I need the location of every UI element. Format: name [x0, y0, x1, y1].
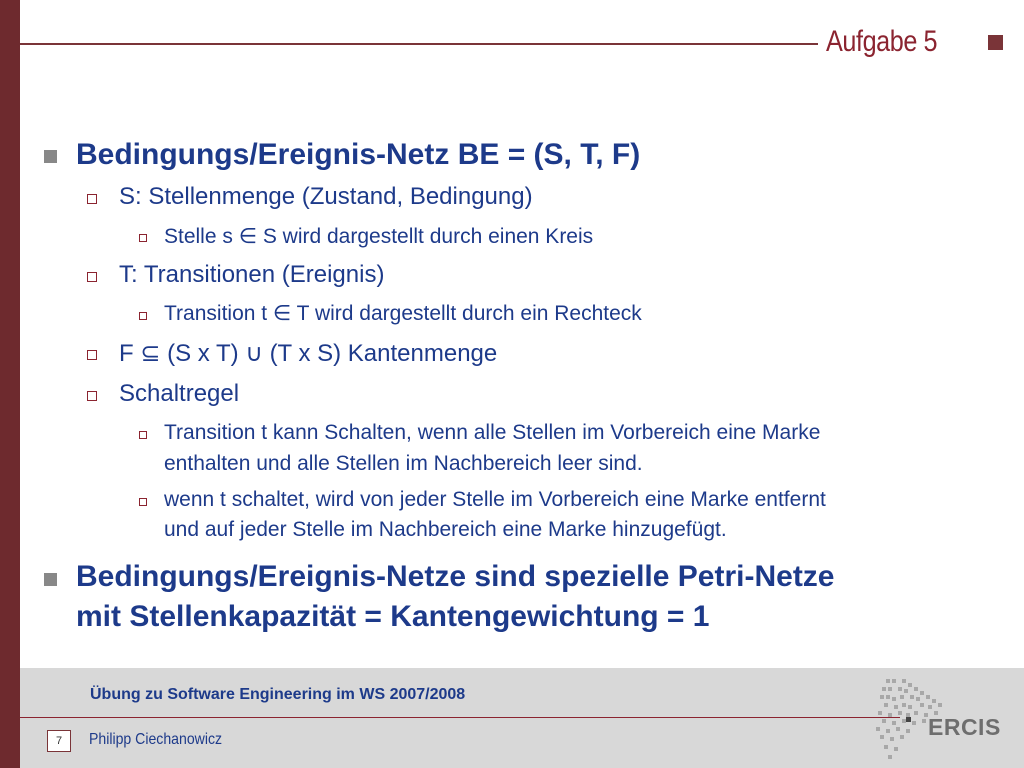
hollow-square-bullet-icon [87, 272, 97, 282]
bullet-kantenmenge: F ⊆ (S x T) ∪ (T x S) Kantenmenge [119, 340, 498, 367]
bullet-schalten-line2: enthalten und alle Stellen im Nachbereich leer sind. [164, 452, 643, 475]
bullet-schaltet-line1: wenn t schaltet, wird von jeder Stelle im Vorbereich eine Marke entfernt [164, 488, 826, 511]
bullet-petri-netze-line2: mit Stellenkapazität = Kantengewichtung = 1 [76, 600, 710, 633]
bullet-stelle-kreis: Stelle s ∈ S wird dargestellt durch einen Kreis [164, 225, 594, 248]
hollow-square-bullet-icon [139, 312, 147, 320]
bullet-schalten-line1: Transition t kann Schalten, wenn alle Stellen im Vorbereich eine Marke [164, 421, 821, 444]
footer-course-title: Übung zu Software Engineering im WS 2007/2008 [90, 686, 466, 703]
hollow-square-bullet-icon [87, 350, 97, 360]
bullet-stellenmenge: S: Stellenmenge (Zustand, Bedingung) [119, 183, 533, 210]
footer-rule [20, 717, 900, 718]
slide-title: Aufgabe 5 [826, 25, 938, 58]
footer-author: Philipp Ciechanowicz [89, 731, 223, 748]
square-bullet-icon [44, 573, 57, 586]
bullet-transition-rechteck: Transition t ∈ T wird dargestellt durch ein Rechteck [164, 302, 642, 325]
hollow-square-bullet-icon [139, 431, 147, 439]
hollow-square-bullet-icon [139, 498, 147, 506]
hollow-square-bullet-icon [139, 234, 147, 242]
hollow-square-bullet-icon [87, 194, 97, 204]
square-bullet-icon [44, 150, 57, 163]
bullet-schaltet-line2: und auf jeder Stelle im Nachbereich eine Marke hinzugefügt. [164, 518, 727, 541]
bullet-transitionen: T: Transitionen (Ereignis) [119, 261, 385, 288]
ercis-logo-text: ERCIS [928, 714, 1001, 740]
bullet-be-netz: Bedingungs/Ereignis-Netz BE = (S, T, F) [76, 138, 641, 171]
hollow-square-bullet-icon [87, 391, 97, 401]
bullet-schaltregel: Schaltregel [119, 380, 240, 407]
page-number: 7 [47, 730, 71, 752]
bullet-petri-netze-line1: Bedingungs/Ereignis-Netze sind spezielle Petri-Netze [76, 560, 835, 593]
